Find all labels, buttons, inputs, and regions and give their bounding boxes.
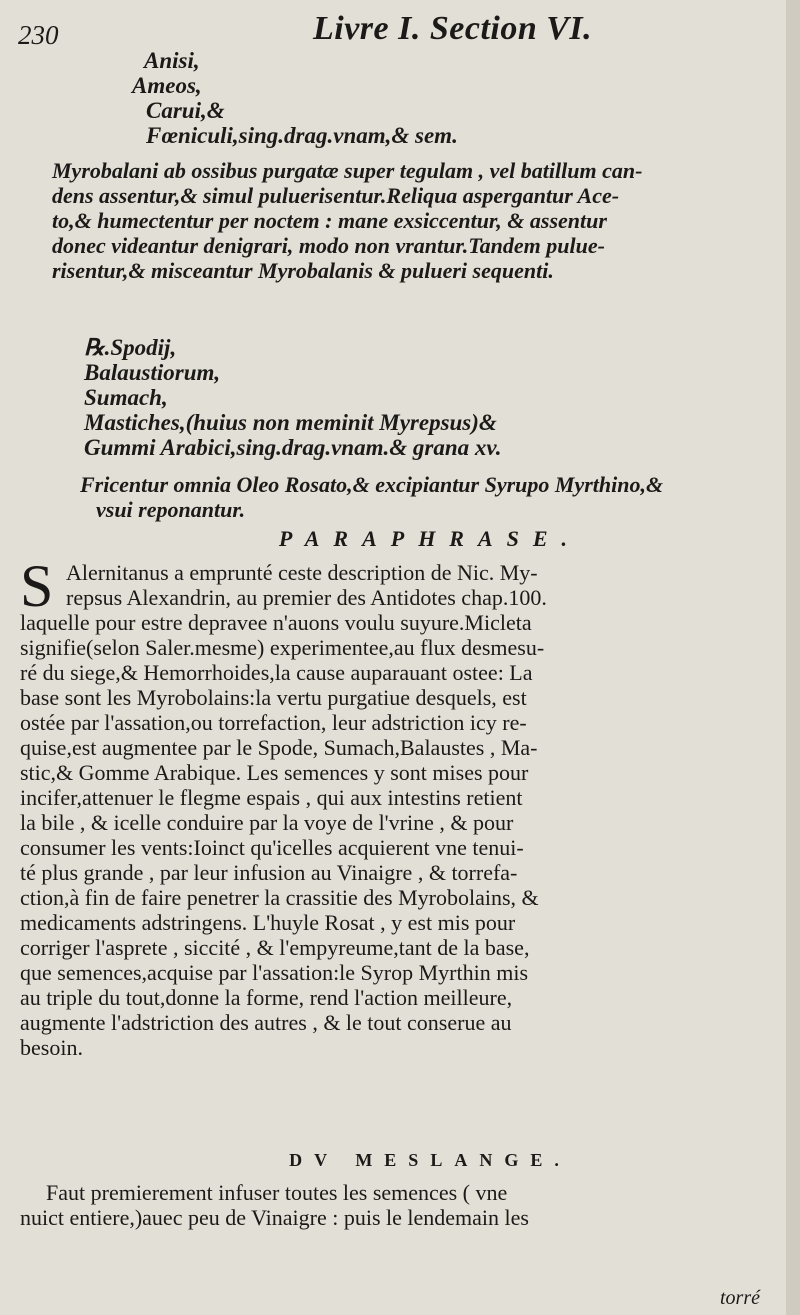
paraphrase-line: Alernitanus a emprunté ceste description de Nic. My- xyxy=(66,560,538,585)
ingredient-line: ℞.Spodij, xyxy=(84,335,177,360)
ingredient-line: Ameos, xyxy=(132,73,202,98)
melange-line: nuict entiere,)auec peu de Vinaigre : puis le lendemain les xyxy=(20,1205,529,1230)
paraphrase-line: ostée par l'assation,ou torrefaction, leur adstriction icy re- xyxy=(20,710,527,735)
paraphrase-heading: PARAPHRASE. xyxy=(278,526,582,551)
paraphrase-line: ré du siege,& Hemorrhoides,la cause auparauant ostee: La xyxy=(20,660,533,685)
paraphrase-body xyxy=(20,553,780,1060)
paraphrase-line: laquelle pour estre depravee n'auons voulu suyure.Micleta xyxy=(20,610,532,635)
paraphrase-line: la bile , & icelle conduire par la voye de l'vrine , & pour xyxy=(20,810,514,835)
page-edge xyxy=(786,0,800,1315)
ingredient-list-second xyxy=(84,335,764,460)
ingredient-line: Fœniculi,sing.drag.vnam,& sem. xyxy=(146,123,458,148)
paraphrase-line: repsus Alexandrin, au premier des Antidotes chap.100. xyxy=(66,585,547,610)
ingredient-list-top xyxy=(132,48,732,148)
recipe-line: to,& humectentur per noctem : mane exsiccentur, & assentur xyxy=(52,208,607,233)
paraphrase-line: augmente l'adstriction des autres , & le tout conserue au xyxy=(20,1010,512,1035)
paraphrase-line: ction,à fin de faire penetrer la crassitie des Myrobolains, & xyxy=(20,885,539,910)
melange-line: Faut premierement infuser toutes les semences ( vne xyxy=(46,1180,508,1205)
melange-heading: DV MESLANGE. xyxy=(289,1150,571,1170)
paraphrase-line: au triple du tout,donne la forme, rend l'action meilleure, xyxy=(20,985,513,1010)
ingredient-line: Sumach, xyxy=(84,385,168,410)
drop-cap: S xyxy=(20,553,54,619)
recipe-line: Fricentur omnia Oleo Rosato,& excipiantur Syrupo Myrthino,& xyxy=(80,472,664,497)
recipe-paragraph xyxy=(52,158,772,283)
paraphrase-line: corriger l'asprete , siccité , & l'empyreume,tant de la base, xyxy=(20,935,530,960)
paraphrase-line: que semences,acquise par l'assation:le Syrop Myrthin mis xyxy=(20,960,529,985)
melange-body xyxy=(20,1180,780,1230)
paraphrase-line: incifer,attenuer le flegme espais , qui aux intestins retient xyxy=(20,785,523,810)
paraphrase-line: stic,& Gomme Arabique. Les semences y sont mises pour xyxy=(20,760,529,785)
paraphrase-line: consumer les vents:Ioinct qu'icelles acquierent vne tenui- xyxy=(20,835,524,860)
recipe-line: donec videantur denigrari, modo non vrantur.Tandem pulue- xyxy=(52,233,605,258)
page-header xyxy=(18,6,770,52)
ingredient-line: Balaustiorum, xyxy=(84,360,221,385)
paraphrase-line: quise,est augmentee par le Spode, Sumach,Balaustes , Ma- xyxy=(20,735,538,760)
ingredient-line: Gummi Arabici,sing.drag.vnam.& grana xv. xyxy=(84,435,502,460)
running-head: Livre I. Section VI. xyxy=(313,10,593,47)
page-number: 230 xyxy=(18,20,59,50)
paraphrase-line: base sont les Myrobolains:la vertu purgatiue desquels, est xyxy=(20,685,527,710)
recipe-line: vsui reponantur. xyxy=(96,497,246,522)
paraphrase-line: té plus grande , par leur infusion au Vinaigre , & torrefa- xyxy=(20,860,518,885)
paraphrase-line: medicaments adstringens. L'huyle Rosat , y est mis pour xyxy=(20,910,516,935)
ingredient-line: Mastiches,(huius non meminit Myrepsus)& xyxy=(84,410,497,435)
recipe-line: dens assentur,& simul puluerisentur.Reliqua aspergantur Ace- xyxy=(52,183,620,208)
paraphrase-line: signifie(selon Saler.mesme) experimentee,au flux desmesu- xyxy=(20,635,545,660)
recipe-line: Myrobalani ab ossibus purgatæ super tegulam , vel batillum can- xyxy=(52,158,643,183)
recipe-paragraph-2 xyxy=(52,472,772,522)
ingredient-line: Carui,& xyxy=(146,98,225,123)
ingredient-line: Anisi, xyxy=(144,48,200,73)
recipe-line: risentur,& misceantur Myrobalanis & pulueri sequenti. xyxy=(52,258,554,283)
paraphrase-line: besoin. xyxy=(20,1035,83,1060)
catchword: torré xyxy=(720,1287,760,1309)
